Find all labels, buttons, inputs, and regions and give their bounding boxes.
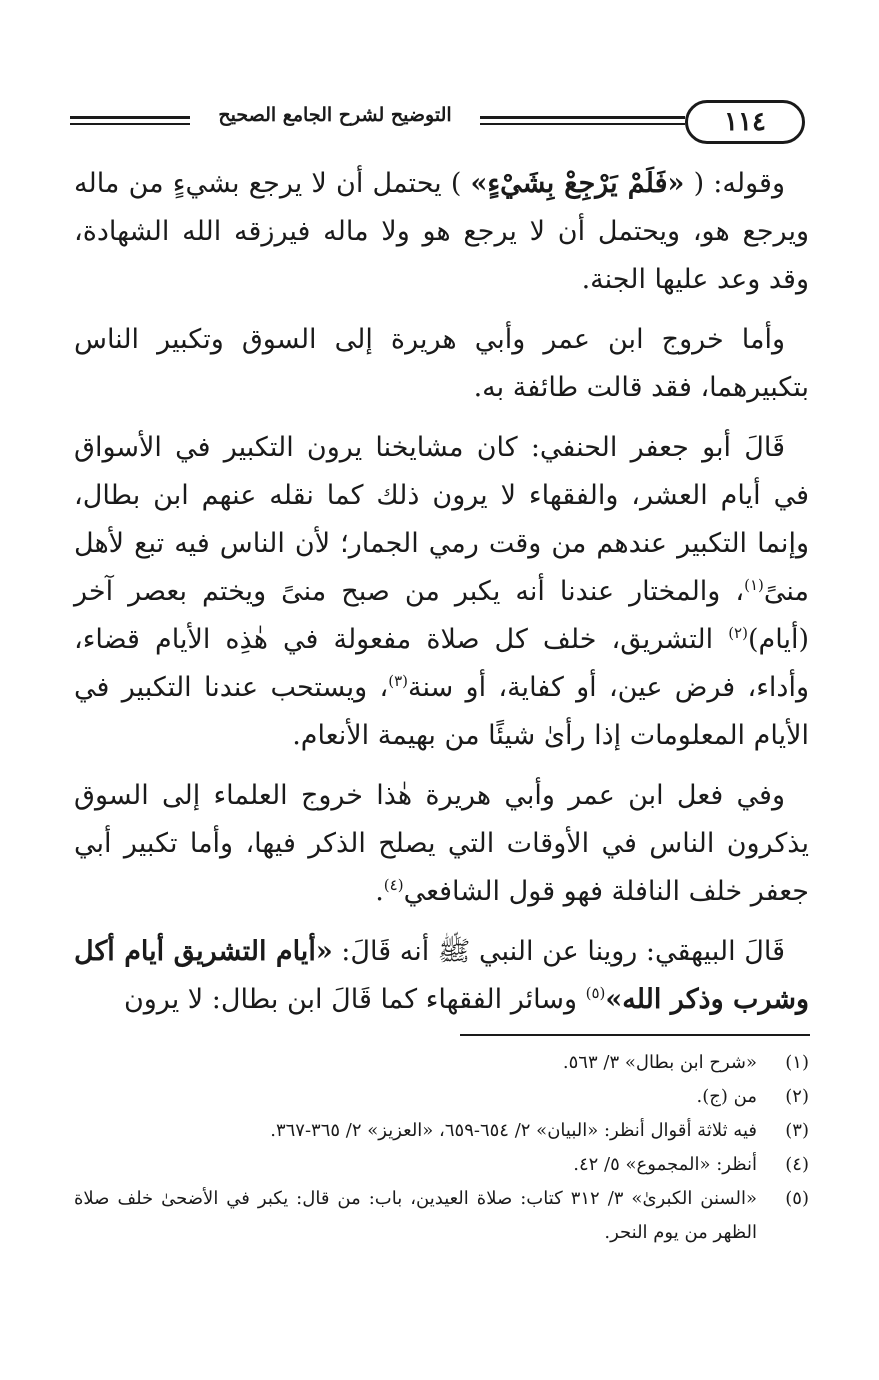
- text-segment: وسائر الفقهاء كما قَالَ ابن بطال: لا يرون: [123, 984, 586, 1015]
- text-segment: وفي فعل ابن عمر وأبي هريرة هٰذا خروج العلماء إلى السوق يذكرون الناس في الأوقات التي يصلح الذكر فيها، وأما تكبير أبي جعفر خلف النافلة فهو قول الشافعي: [74, 780, 809, 907]
- text-segment: وقوله: (: [684, 168, 785, 199]
- footnote-4: [74, 1148, 809, 1182]
- footnote-number: (٥): [785, 1188, 809, 1209]
- footnote-text: «شرح ابن بطال» ٣/ ٥٦٣.: [562, 1052, 757, 1073]
- footnote-ref-1[interactable]: (١): [744, 576, 764, 594]
- running-title: التوضيح لشرح الجامع الصحيح: [218, 104, 452, 126]
- footnote-5: [74, 1182, 809, 1250]
- paragraph-3: [74, 424, 809, 760]
- footnote-text: «السنن الكبرىٰ» ٣/ ٣١٢ كتاب: صلاة العيدين، باب: من قال: يكبر في الأضحىٰ خلف صلاة الظهر من يوم النحر.: [74, 1188, 758, 1243]
- paragraph-1: [74, 160, 809, 304]
- footnote-ref-2[interactable]: (٢): [728, 624, 748, 642]
- header-rule-middle-bottom: [480, 123, 685, 125]
- text-segment: ) يحتمل أن لا يرجع بشيءٍ من ماله ويرجع هو، ويحتمل أن لا يرجع هو ولا ماله فيرزقه الله الشهادة، وقد وعد عليها الجنة.: [74, 168, 809, 295]
- footnote-ref-5[interactable]: (٥): [585, 984, 606, 1002]
- footnote-2: [74, 1080, 809, 1114]
- main-text: [74, 160, 809, 1036]
- footnote-1: [74, 1046, 809, 1080]
- paragraph-2: وأما خروج ابن عمر وأبي هريرة إلى السوق وتكبير الناس بتكبيرهما، فقد قالت طائفة به.: [74, 324, 809, 403]
- footnote-ref-4[interactable]: (٤): [383, 876, 404, 894]
- paragraph-4: [74, 772, 809, 916]
- footnote-text: أنظر: «المجموع» ٥/ ٤٢.: [573, 1154, 757, 1175]
- footnote-3: [74, 1114, 809, 1148]
- footnote-separator: [460, 1034, 810, 1036]
- text-segment: قَالَ أبو جعفر الحنفي: كان مشايخنا يرون التكبير في الأسواق في أيام العشر، والفقهاء لا يرون ذلك كما نقله عنهم ابن بطال، وإنما التكبير عندهم من وقت رمي الجمار؛ لأن الناس فيه تبع لأهل منىً: [74, 432, 809, 607]
- footnote-number: (١): [785, 1052, 809, 1073]
- footnote-text: فيه ثلاثة أقوال أنظر: «البيان» ٢/ ٦٥٤-٦٥٩، «العزيز» ٢/ ٣٦٥-٣٦٧.: [270, 1120, 757, 1141]
- text-segment: قَالَ البيهقي: روينا عن النبي ﷺ أنه قَالَ:: [332, 936, 785, 967]
- text-segment: التشريق، خلف كل صلاة مفعولة في هٰذِه الأيام قضاء، وأداء، فرض عين، أو كفاية، أو سنة: [74, 624, 809, 703]
- hadith-quote: «أيام التشريق أيام أكل وشرب وذكر الله»: [74, 936, 809, 1015]
- text-segment: ، والمختار عندنا أنه يكبر من صبح منىً ويختم بعصر آخر (أيام): [74, 576, 809, 655]
- page-header: [70, 92, 805, 152]
- footnote-ref-3[interactable]: (٣): [388, 672, 408, 690]
- paragraph-5: [74, 928, 809, 1024]
- footnote-number: (٤): [785, 1154, 809, 1175]
- text-segment: ، ويستحب عندنا التكبير في الأيام المعلومات إذا رأىٰ شيئًا من بهيمة الأنعام.: [74, 672, 809, 751]
- footnote-text: من (ج).: [696, 1086, 757, 1107]
- footnotes: [74, 1046, 809, 1250]
- header-rule-middle-top: [480, 116, 685, 119]
- footnote-number: (٣): [785, 1120, 809, 1141]
- header-rule-left-bottom: [70, 123, 190, 125]
- text-segment: .: [375, 876, 384, 907]
- page-number: ١١٤: [685, 100, 805, 144]
- header-rule-left-top: [70, 116, 190, 119]
- footnote-number: (٢): [785, 1086, 809, 1107]
- hadith-quote: «فَلَمْ يَرْجِعْ بِشَيْءٍ»: [470, 168, 685, 199]
